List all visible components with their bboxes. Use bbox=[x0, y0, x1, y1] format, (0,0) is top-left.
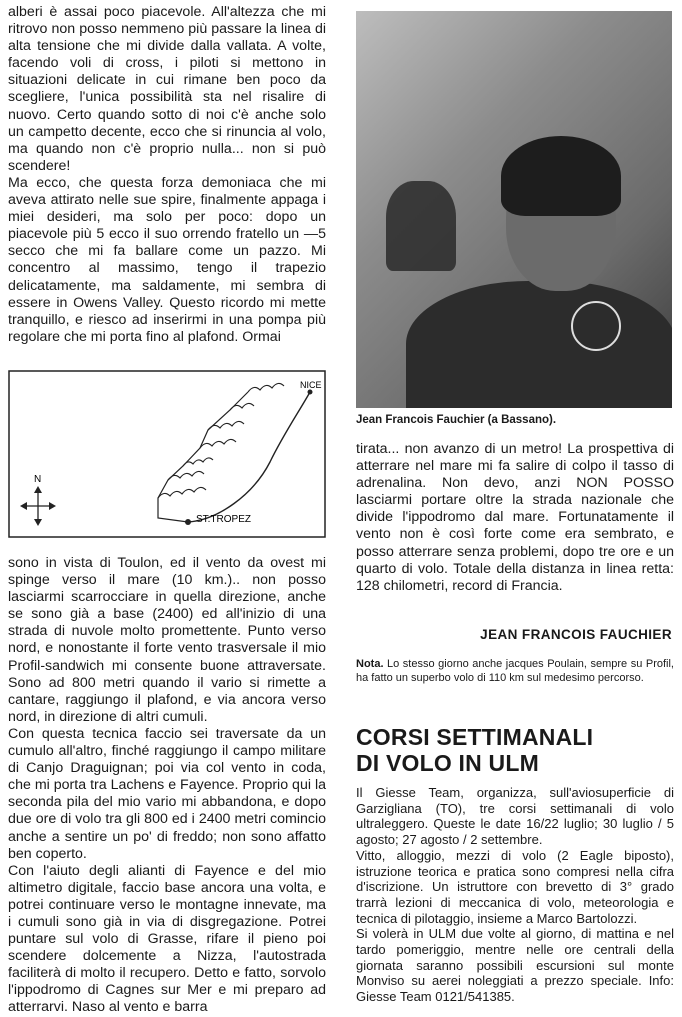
note-label: Nota. bbox=[356, 658, 384, 670]
article-paragraph: Con l'aiuto degli alianti di Fayence e del mio altimetro digitale, faccio base ancora una volta, e potrei continuare verso le montagne innevate, ma i cumuli sono già in via di disgregazione. Potrei puntare sul volo di Grasse, rifare il pieno poi scendere dolcemente a Nizza, l'autostrada faciliterà di molto il recupero. Detto e fatto, sorvolo l'ippodromo di Cagnes sur Mer e mi preparo ad atterrarvi. Naso al vento e barra bbox=[8, 862, 326, 1016]
corsi-paragraph: Il Giesse Team, organizza, sull'aviosuperficie di Garzigliana (TO), tre corsi settimanali di volo ultraleggero. Queste le date 16/22 luglio; 30 luglio / 5 agosto; 27 agosto / 2 settembre. bbox=[356, 785, 674, 848]
map-label-st-tropez: ST.TROPEZ bbox=[196, 514, 252, 525]
article-column-right bbox=[356, 441, 674, 595]
article-paragraph: Ma ecco, che questa forza demoniaca che mi aveva attirato nelle sue spire, finalmente appaga i miei desideri, ma solo per poco: dopo un piacevole più 5 ecco il suo orrendo fratello un —5 secco che mi fa ballare come un pazzo. Mi concentro al massimo, tengo il trapezio delicatamente, ma saldamente, mi sembra di essere in Owens Valley. Questo ricordo mi mette tranquillo, e riesco ad inserirmi in una pompa più regolare che mi porta fino al plafond. Ormai bbox=[8, 174, 326, 345]
corsi-paragraph: Vitto, alloggio, mezzi di volo (2 Eagle biposto), istruzione teorica e pratica sono compresi nella cifra d'iscrizione. Un istruttore con brevetto di 3° grado trarrà lezioni di meccanica di volo, meteorologia e tecnica di pilotaggio, insieme a Marco Bartolozzi. bbox=[356, 847, 674, 926]
corsi-paragraph: Si volerà in ULM due volte al giorno, di mattina e nel tardo pomeriggio, mentre nelle ore centrali della giornata saranno possibili escursioni sul monte Monviso su aerei noleggiati a prezzo speciale. Info: Giesse Team 0121/541385. bbox=[356, 926, 674, 1005]
pilot-photo bbox=[356, 11, 672, 408]
article-paragraph: sono in vista di Toulon, ed il vento da ovest mi spinge verso il mare (10 km.).. non posso lasciarmi scarrocciare in quella direzione, anche se sono già a base (2400) ed all'inizio di una strada di nuvole molto promettente. Punto verso nord, e nonostante il forte vento trasversale il mio Profil-sandwich mi consente buone attraversate. Sono ad 800 metri quando il vario si rimette a cantare, raggiungo il plafond, e via ancora verso nord, in direzione di altri cumuli. bbox=[8, 555, 326, 725]
article-column-left-bottom bbox=[8, 555, 326, 1017]
map-label-nice: NICE bbox=[300, 380, 322, 390]
corsi-text bbox=[356, 785, 674, 1005]
headline-line-1: CORSI SETTIMANALI bbox=[356, 724, 594, 750]
article-paragraph: Con questa tecnica faccio sei traversate da un cumulo all'altro, finché raggiungo il campo militare di Canjo Draguignan; poi via col vento in coda, che mi porta tra Lachens e Fayence. Proprio qui la seconda pila del mio vario mi abbandona, e dopo due ore di volo tra gli 800 ed i 2400 metri comincio anche a sentire un po' di freddo; non sono affatto ben coperto. bbox=[8, 725, 326, 862]
flight-route-map bbox=[8, 370, 326, 538]
article-column-left-top bbox=[8, 4, 326, 346]
article-paragraph: tirata... non avanzo di un metro! La prospettiva di atterrare nel mare mi fa salire di colpo il tasso di adrenalina. Non devo, anzi NON POSSO lasciarmi portare oltre la strada nazionale che divide l'ippodromo dal mare. Fortunatamente il vento non è così forte come era sembrato, e posso atterrare senza problemi, dopo tre ore e un quarto di volo. Totale della distanza in linea retta: 128 chilometri, record di Francia. bbox=[356, 441, 674, 594]
article-paragraph: alberi è assai poco piacevole. All'altezza che mi ritrovo non posso nemmeno più passare la linea di alta tensione che mi divide dalla vallata. A volte, facendo voli di cross, i piloti si mettono in situazioni delicate in cui rimane ben poco da scegliere, l'unica possibilità sta nel risalire di nuovo. Certo quando sotto di noi c'è anche solo un campetto decente, ecco che si rinuncia al volo, ma quando non c'è proprio nulla... non si può scendere! bbox=[8, 4, 326, 174]
headline-line-2: DI VOLO IN ULM bbox=[356, 750, 539, 776]
north-arrow-icon bbox=[20, 474, 56, 526]
note-text: Lo stesso giorno anche jacques Poulain, sempre su Profil, ha fatto un superbo volo di 110 km sul medesimo percorso. bbox=[356, 658, 674, 684]
section-headline bbox=[356, 724, 674, 776]
author-signature: JEAN FRANCOIS FAUCHIER bbox=[480, 627, 672, 642]
photo-caption: Jean Francois Fauchier (a Bassano). bbox=[356, 414, 557, 426]
note bbox=[356, 657, 674, 685]
map-label-north: N bbox=[34, 474, 42, 485]
